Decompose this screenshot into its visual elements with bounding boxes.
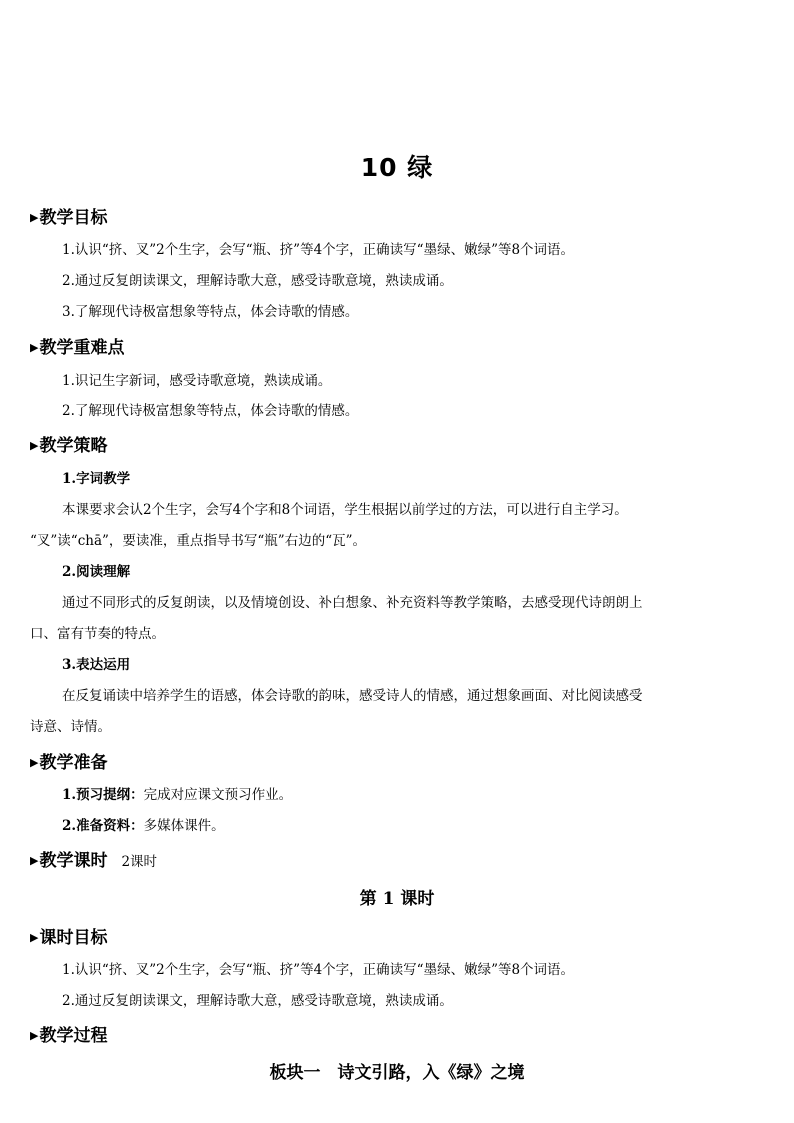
hours-value: 2课时 (121, 854, 158, 870)
triangle-marker-icon: ▶ (30, 439, 39, 452)
section-heading-text: 教学课时 (39, 851, 108, 871)
section-heading-text: 教学重难点 (39, 338, 125, 358)
prep-item-1 (62, 783, 292, 803)
keypoint-item-1: 1.识记生字新词，感受诗歌意境，熟读成诵。 (62, 373, 332, 389)
prep-label: 1.预习提纲： (62, 787, 144, 803)
goal-item-2: 2.通过反复朗读课文，理解诗歌大意，感受诗歌意境，熟读成诵。 (62, 273, 453, 289)
strategy-text-1-line2: “叉”读“chā”，要读准，重点指导书写“瓶”右边的“瓦”。 (30, 533, 367, 549)
keypoint-item-2: 2.了解现代诗极富想象等特点，体会诗歌的情感。 (62, 403, 359, 419)
lesson-goal-item-2: 2.通过反复朗读课文，理解诗歌大意，感受诗歌意境，熟读成诵。 (62, 993, 453, 1009)
section-heading-text: 课时目标 (39, 928, 108, 948)
triangle-marker-icon: ▶ (30, 931, 39, 944)
section-heading-text: 教学准备 (39, 753, 108, 773)
strategy-text-1-line1: 本课要求会认2个生字，会写4个字和8个词语，学生根据以前学过的方法，可以进行自主学习。 (62, 502, 628, 518)
prep-item-2 (62, 814, 225, 834)
section-heading-process (30, 1021, 107, 1046)
prep-label: 2.准备资料： (62, 818, 144, 834)
lesson-title: 10 绿 (360, 153, 434, 182)
section-heading-text: 教学策略 (39, 436, 108, 456)
triangle-marker-icon: ▶ (30, 854, 39, 867)
strategy-subheading-3: 3.表达运用 (62, 657, 131, 673)
strategy-subheading-2: 2.阅读理解 (62, 564, 131, 580)
triangle-marker-icon: ▶ (30, 1029, 39, 1042)
lesson-goal-item-1: 1.认识“挤、叉”2个生字，会写“瓶、挤”等4个字，正确读写“墨绿、嫩绿”等8个词语。 (62, 962, 575, 978)
strategy-text-3-line1: 在反复诵读中培养学生的语感，体会诗歌的韵味，感受诗人的情感，通过想象画面、对比阅读感受 (62, 688, 643, 704)
strategy-subheading-1: 1.字词教学 (62, 471, 131, 487)
section-heading-goals (30, 203, 107, 228)
section-heading-hours (30, 846, 157, 871)
prep-text: 多媒体课件。 (143, 818, 225, 834)
triangle-marker-icon: ▶ (30, 341, 39, 354)
strategy-text-3-line2: 诗意、诗情。 (30, 719, 111, 735)
section-heading-keypoints (30, 333, 124, 358)
section-heading-text: 教学过程 (39, 1026, 108, 1046)
goal-item-1: 1.认识“挤、叉”2个生字，会写“瓶、挤”等4个字，正确读写“墨绿、嫩绿”等8个词语。 (62, 242, 575, 258)
strategy-text-2-line2: 口、富有节奏的特点。 (30, 626, 165, 642)
strategy-text-2-line1: 通过不同形式的反复朗读，以及情境创设、补白想象、补充资料等教学策略，去感受现代诗朗朗上 (62, 595, 643, 611)
section-heading-text: 教学目标 (39, 208, 108, 228)
triangle-marker-icon: ▶ (30, 211, 39, 224)
section-heading-strategy (30, 431, 107, 456)
lesson-1-heading: 第 1 课时 (359, 889, 435, 909)
prep-text: 完成对应课文预习作业。 (143, 787, 293, 803)
block-1-heading: 板块一 诗文引路，入《绿》之境 (269, 1063, 525, 1083)
section-heading-lesson-goals (30, 923, 107, 948)
goal-item-3: 3.了解现代诗极富想象等特点，体会诗歌的情感。 (62, 304, 359, 320)
section-heading-prep (30, 748, 107, 773)
triangle-marker-icon: ▶ (30, 756, 39, 769)
